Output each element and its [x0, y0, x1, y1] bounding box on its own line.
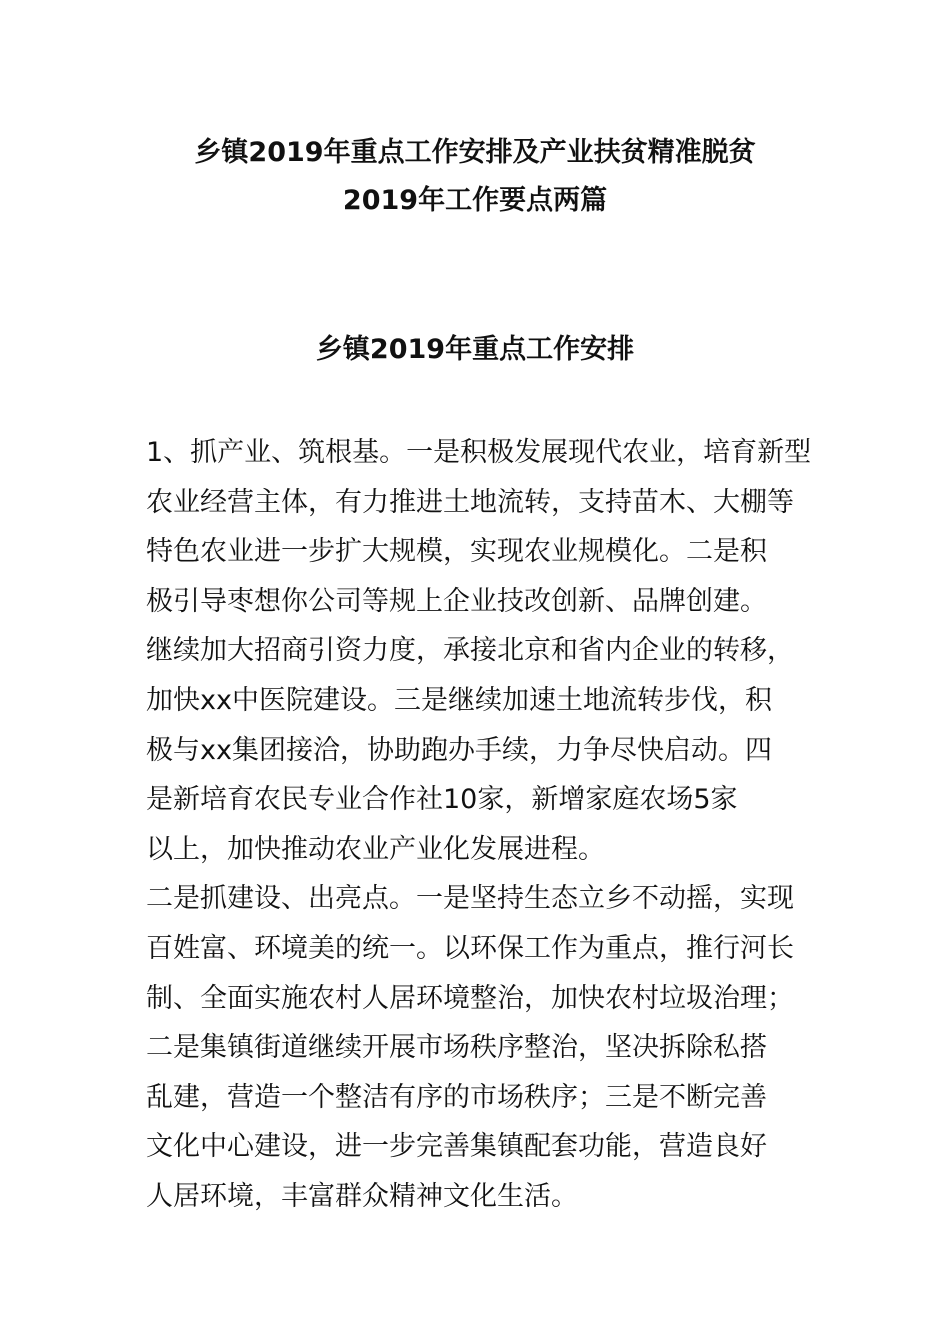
body-line: 继续加大招商引资力度，承接北京和省内企业的转移， — [146, 635, 794, 667]
body-line: 文化中心建设，进一步完善集镇配套功能，营造良好 — [146, 1131, 767, 1163]
body-line: 乱建，营造一个整洁有序的市场秩序；三是不断完善 — [146, 1081, 767, 1113]
document-title-line-1: 乡镇2019年重点工作安排及产业扶贫精准脱贫 — [194, 137, 756, 168]
body-line: 加快xx中医院建设。三是继续加速土地流转步伐，积 — [146, 684, 772, 716]
body-line: 农业经营主体，有力推进土地流转，支持苗木、大棚等 — [146, 486, 794, 518]
body-line: 二是抓建设、出亮点。一是坚持生态立乡不动摇，实现 — [146, 883, 794, 915]
body-line: 二是集镇街道继续开展市场秩序整治，坚决拆除私搭 — [146, 1032, 767, 1064]
body-line: 以上，加快推动农业产业化发展进程。 — [146, 833, 605, 865]
body-line: 人居环境，丰富群众精神文化生活。 — [146, 1180, 578, 1212]
document-title-line-2: 2019年工作要点两篇 — [342, 185, 608, 216]
body-line: 特色农业进一步扩大规模，实现农业规模化。二是积 — [146, 536, 767, 568]
body-text — [146, 428, 826, 1222]
body-line: 极引导枣想你公司等规上企业技改创新、品牌创建。 — [146, 585, 767, 617]
body-line: 制、全面实施农村人居环境整治，加快农村垃圾治理； — [146, 982, 794, 1014]
section-heading: 乡镇2019年重点工作安排 — [315, 334, 635, 365]
body-line: 百姓富、环境美的统一。以环保工作为重点，推行河长 — [146, 932, 794, 964]
body-line: 极与xx集团接洽，协助跑办手续，力争尽快启动。四 — [146, 734, 772, 766]
body-line: 是新培育农民专业合作社10家，新增家庭农场5家 — [146, 784, 738, 816]
body-line: 1、抓产业、筑根基。一是积极发展现代农业，培育新型 — [146, 437, 812, 468]
